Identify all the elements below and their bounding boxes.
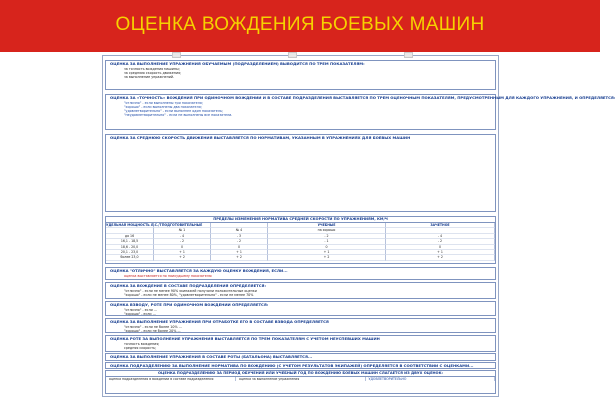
table-cell: + 1	[386, 250, 495, 255]
block-line: "хорошо" - если не менее 80%, "удовлетворительно" - если не менее 70%	[124, 292, 254, 297]
section-accuracy	[105, 94, 615, 130]
block-unit-driving	[105, 282, 496, 299]
block-heading: ОЦЕНКА ПОДРАЗДЕЛЕНИЮ ЗА ВЫПОЛНЕНИЕ НОРМАТИВА ПО ВОЖДЕНИЮ (С УЧЕТОМ РЕЗУЛЬТАТОВ ЭКИПАЖЕЙ) ОПРЕДЕЛЯЕТСЯ В СООТВЕТСТВИИ С ОЦЕНКАМИ...	[110, 363, 474, 368]
table-cell: + 1	[154, 250, 211, 255]
table-cell: 18,6 - 20,0	[106, 245, 154, 250]
footer-grid	[106, 377, 495, 381]
section-line: "отлично" - если выполнены три показателя;	[124, 100, 203, 105]
section-line: за точность вождения машины;	[124, 66, 180, 71]
table-grid	[106, 223, 495, 261]
block-heading: ОЦЕНКА РОТЕ ЗА ВЫПОЛНЕНИЕ УПРАЖНЕНИЯ ВЫСТАВЛЯЕТСЯ ПО ТРЕМ ПОКАЗАТЕЛЯМ С УЧЕТОМ НЕУСПЕВШИХ МАШИН	[110, 336, 380, 341]
footer-cell: оценка подразделения в вождении в составе подразделения	[106, 377, 236, 381]
table-cell: + 2	[211, 255, 268, 260]
table-cell: 0	[211, 245, 268, 250]
section-average-speed	[105, 134, 496, 212]
table-cell: 0	[268, 245, 386, 250]
block-line: средняя скорость;	[124, 345, 157, 350]
table-subheader: на хорошо	[268, 228, 386, 233]
block-heading: ОЦЕНКА ЗА ВЫПОЛНЕНИЕ УПРАЖНЕНИЯ ПРИ ОТРАБОТКЕ ЕГО В СОСТАВЕ ВЗВОДА ОПРЕДЕЛЯЕТСЯ	[110, 319, 329, 324]
block-line: "отлично" - если ...	[124, 307, 157, 312]
table-cell: - 4	[386, 234, 495, 239]
table-subheader: № 4	[211, 228, 268, 233]
clip-icon	[288, 52, 297, 58]
block-heading: ОЦЕНКА ВЗВОДУ, РОТЕ ПРИ ОДИНОЧНОМ ВОЖДЕНИИ ОПРЕДЕЛЯЕТСЯ:	[110, 302, 269, 307]
block-excellent	[105, 267, 496, 280]
title-banner	[0, 0, 600, 52]
footer-cell: оценка за выполнение упражнения	[236, 377, 366, 381]
table-header: ЗАЧЕТНОЕ	[386, 223, 495, 228]
speed-norms-table	[105, 216, 496, 264]
block-line: "отлично" - если не более 10% ...	[124, 324, 182, 329]
table-cell: 20,1 - 23,0	[106, 250, 154, 255]
section-heading: ОЦЕНКА ЗА СРЕДНЮЮ СКОРОСТЬ ДВИЖЕНИЯ ВЫСТАВЛЯЕТСЯ ПО НОРМАТИВАМ, УКАЗАННЫМ В УПРАЖНЕНИЯХ ДЛЯ БОЕВЫХ МАШИН	[110, 135, 411, 140]
section-line: "хорошо" - если выполнены два показателя;	[124, 104, 202, 109]
section-heading: ОЦЕНКА ЗА ВЫПОЛНЕНИЕ УПРАЖНЕНИЯ ОБУЧАЕМЫМ (ПОДРАЗДЕЛЕНИЕМ) ВЫВОДИТСЯ ПО ТРЕМ ПОКАЗАТЕЛЯМ:	[110, 61, 365, 66]
block-heading: ОЦЕНКА ЗА ВОЖДЕНИЕ В СОСТАВЕ ПОДРАЗДЕЛЕНИЯ ОПРЕДЕЛЯЕТСЯ:	[110, 283, 266, 288]
table-cell: + 1	[268, 250, 386, 255]
block-heading: ОЦЕНКА "ОТЛИЧНО" ВЫСТАВЛЯЕТСЯ ЗА КАЖДУЮ ОЦЕНКУ ВОЖДЕНИЯ, ЕСЛИ...	[110, 268, 288, 273]
table-cell: + 1	[211, 250, 268, 255]
table-header: ПОДГОТОВИТЕЛЬНЫЕ	[154, 223, 211, 228]
table-cell: 0	[154, 245, 211, 250]
table-subheader: № 1	[154, 228, 211, 233]
table-caption: ПРЕДЕЛЫ ИЗМЕНЕНИЯ НОРМАТИВА СРЕДНЕЙ СКОРОСТИ ПО УПРАЖНЕНИЯМ, КМ/Ч	[106, 217, 495, 223]
poster-sheet	[102, 55, 615, 397]
table-cell: до 16	[106, 234, 154, 239]
section-line: "удовлетворительно" - если выполнен один показатель;	[124, 108, 223, 113]
table-cell: + 2	[386, 255, 495, 260]
table-cell: - 2	[211, 239, 268, 244]
table-cell: - 4	[154, 234, 211, 239]
section-line: за среднюю скорость движения;	[124, 70, 182, 75]
table-header: УДЕЛЬНАЯ МОЩНОСТЬ Л.С./Т	[106, 223, 162, 227]
table-header: УЧЕБНЫЕ	[268, 223, 386, 228]
table-cell: - 2	[154, 239, 211, 244]
table-cell: 0	[386, 245, 495, 250]
block-line: точность вождения;	[124, 341, 160, 346]
block-norm	[105, 362, 496, 369]
final-assessment-table	[105, 370, 496, 394]
section-heading: ОЦЕНКА ЗА «ТОЧНОСТЬ» ВОЖДЕНИЯ ПРИ ОДИНОЧНОМ ВОЖДЕНИИ И В СОСТАВЕ ПОДРАЗДЕЛЕНИЯ ВЫСТАВЛЯЕТСЯ ПО ТРЕМ ОЦЕНОЧНЫМ ПОКАЗАТЕЛЯМ, ПРЕДУСМОТРЕННЫМ ДЛЯ КАЖДОГО УПРАЖНЕНИЯ, И ОПРЕДЕЛЯЕТСЯ:	[110, 95, 615, 100]
block-line: "хорошо" - если ...	[124, 311, 156, 316]
table-cell: - 1	[268, 239, 386, 244]
block-platoon-single	[105, 301, 496, 316]
block-company	[105, 335, 496, 352]
footer-cell: УДОВЛЕТВОРИТЕЛЬНО	[366, 377, 496, 381]
block-platoon-exercise	[105, 318, 496, 333]
section-line: за выполнение упражнений.	[124, 74, 175, 79]
block-line: "хорошо" - если не более 20% ...	[124, 328, 181, 333]
section-line: "неудовлетворительно" - если не выполнены все показатели.	[124, 112, 233, 117]
table-cell: 16,1 - 18,5	[106, 239, 154, 244]
page-title: ОЦЕНКА ВОЖДЕНИЯ БОЕВЫХ МАШИН	[115, 14, 485, 35]
block-battalion	[105, 353, 496, 361]
table-cell: + 2	[154, 255, 211, 260]
table-cell: - 2	[268, 234, 386, 239]
block-line: оценка выставляется по наихудшему показателю	[124, 273, 212, 278]
footer-caption: ОЦЕНКА ПОДРАЗДЕЛЕНИЮ ЗА ПЕРИОД ОБУЧЕНИЯ ИЛИ УЧЕБНЫЙ ГОД ПО ВОЖДЕНИЮ БОЕВЫХ МАШИН СЛАГАЕТСЯ ИЗ ДВУХ ОЦЕНОК:	[106, 371, 495, 377]
clip-icon	[404, 52, 413, 58]
table-cell: - 3	[211, 234, 268, 239]
table-cell: более 23,0	[106, 255, 154, 260]
table-cell: - 2	[386, 239, 495, 244]
block-line: "отлично" - если не менее 90% экипажей получили положительные оценки	[124, 288, 257, 293]
block-heading: ОЦЕНКА ЗА ВЫПОЛНЕНИЕ УПРАЖНЕНИЯ В СОСТАВЕ РОТЫ (БАТАЛЬОНА) ВЫСТАВЛЯЕТСЯ...	[110, 354, 313, 359]
table-cell: + 2	[268, 255, 386, 260]
section-three-indicators	[105, 60, 496, 90]
clip-icon	[172, 52, 181, 58]
